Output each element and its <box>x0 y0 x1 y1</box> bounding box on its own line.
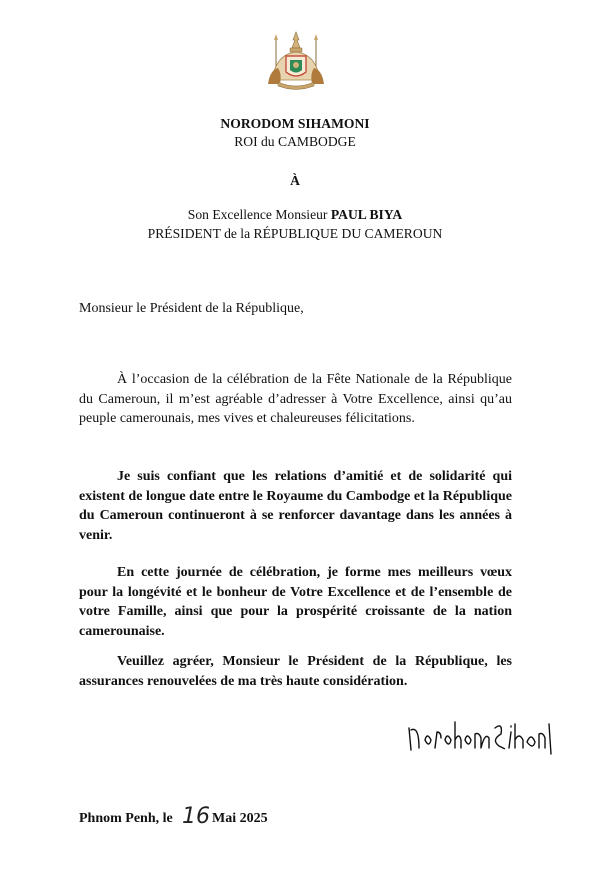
paragraph-1: À l’occasion de la célébration de la Fête Nationale de la République du Cameroun, il m’est agréable d’adresser à Votre Excellence, ainsi qu’au peuple camerounais, mes vives et chaleureuses félicitations. <box>79 372 512 426</box>
recipient-name: PAUL BIYA <box>330 207 403 222</box>
paragraph-4: Veuillez agréer, Monsieur le Président de la République, les assurances renouvelées de ma très haute considération. <box>79 654 512 689</box>
recipient-line-1 <box>0 206 590 224</box>
royal-arms-icon <box>264 30 328 92</box>
sender-name: NORODOM SIHAMONI <box>220 116 370 131</box>
to-word: À <box>290 173 300 188</box>
recipient-prefix: Son Excellence Monsieur <box>187 207 331 222</box>
paragraph-3: En cette journée de célébration, je forme mes meilleurs vœux pour la longévité et le bonheur de Votre Excellence et de l’ensemble de votre Famille, ainsi que pour la prospérité croissante de la nation camerounaise. <box>79 565 512 639</box>
paragraph-2: Je suis confiant que les relations d’amitié et de solidarité qui existent de longue date entre le Royaume du Cambodge et la République du Cameroun continueront à se renforcer davantage dans les années à venir. <box>79 469 512 543</box>
signature <box>405 718 555 756</box>
sender-title: ROI du CAMBODGE <box>234 134 356 149</box>
closing-day-handwritten: 16 <box>182 804 210 829</box>
closing-place: Phnom Penh, le <box>79 811 173 826</box>
salutation: Monsieur le Président de la République, <box>79 301 304 316</box>
recipient-line-2: PRÉSIDENT de la RÉPUBLIQUE DU CAMEROUN <box>147 226 443 241</box>
closing-month-year: Mai 2025 <box>212 811 268 826</box>
